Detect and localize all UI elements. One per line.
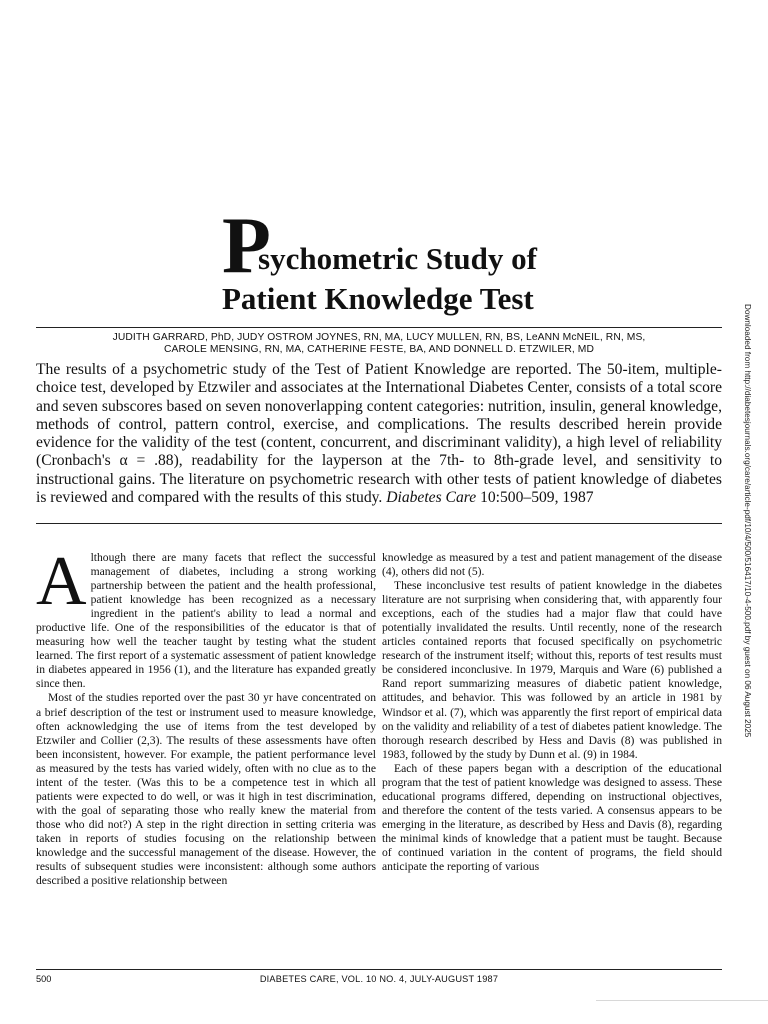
author-line-2: CAROLE MENSING, RN, MA, CATHERINE FESTE, BA, AND DONNELL D. ETZWILER, MD xyxy=(164,344,594,355)
body-columns xyxy=(36,543,722,888)
top-rule xyxy=(36,327,722,328)
paragraph: knowledge as measured by a test and patient management of the disease (4), others did not (5). xyxy=(382,551,722,579)
paragraph-text: lthough there are many facets that reflect the successful management of diabetes, including a strong working partnership between the patient and the health professional, patient knowledge has been recognized as a necessary ingredient in the patient's ability to lead a normal and productive life. One of the responsibilities of the educator is that of measuring how well the teacher taught by testing what the student learned. The first report of a systematic assessment of patient knowledge in diabetes appeared in 1956 (1), and the literature has expanded greatly since then. xyxy=(36,551,376,691)
page-number: 500 xyxy=(36,974,52,984)
paragraph: Most of the studies reported over the past 30 yr have concentrated on a brief description of the test or instrument used to measure knowledge, often acknowledging the use of items from the test developed by Etzwiler and Collier (2,3). The results of these assessments have often been inconsistent, however. For example, the patient performance level as measured by the tests has varied widely, often with no clue as to the intent of the tester. (Was this to be a competence test in which all patients were expected to do well, or was it high in test discrimination, with the goal of separating those who really knew the material from those who did not?) A step in the right direction in setting criteria was taken in reports of studies focusing on the relationship between knowledge and the successful management of the disease. However, the results of subsequent studies were inconsistent: although some authors described a positive relationship between xyxy=(36,691,376,888)
scan-artifact-line xyxy=(596,1000,768,1001)
title-dropcap: P xyxy=(222,202,271,290)
paragraph: These inconclusive test results of patient knowledge in the diabetes literature are not surprising when considering that, with apparently four exceptions, each of the studies had a major flaw that could have potentially invalidated the results. Until recently, none of the research articles contained reports that focused specifically on psychometric research of the instrument itself; without this, reports of test results must be considered inconclusive. In 1979, Marquis and Ware (6) published a Rand report summarizing measures of diabetic patient knowledge, attitudes, and behavior. This was followed by an article in 1981 by Windsor et al. (7), which was apparently the first report of empirical data on the validity and reliability of a test of diabetes patient knowledge. The thorough research described by Hess and Davis (8) was published in 1983, followed by the study by Dunn et al. (9) in 1984. xyxy=(382,579,722,761)
left-column xyxy=(36,543,376,888)
paragraph xyxy=(36,543,376,691)
body-dropcap: A xyxy=(36,543,87,620)
right-column xyxy=(382,551,722,888)
title-line-1: sychometric Study of xyxy=(258,241,537,276)
download-watermark: Downloaded from http://diabetesjournals.org/care/article-pdf/10/4/500/516417/10-4-500.pdf by guest on 06 August 2025 xyxy=(743,304,752,738)
journal-info: DIABETES CARE, VOL. 10 NO. 4, JULY-AUGUST 1987 xyxy=(259,974,499,984)
abstract xyxy=(36,361,722,507)
author-list xyxy=(36,332,722,356)
abstract-text: The results of a psychometric study of the Test of Patient Knowledge are reported. The 50-item, multiple-choice test, developed by Etzwiler and associates at the International Diabetes Center, consists of a total score and seven subscores based on seven nonoverlapping content categories: nutrition, insulin, general knowledge, methods of control, pattern control, exercise, and complications. The results described herein provide evidence for the validity of the test (content, concurrent, and discriminant validity), a high level of reliability (Cronbach's α = .88), readability for the layperson at the 7th- to 8th-grade level, and sensitivity to instructional gains. The literature on psychometric research with other tests of patient knowledge of diabetes is reviewed and compared with the results of this study. xyxy=(36,361,722,507)
page-footer xyxy=(36,972,722,986)
author-line-1: JUDITH GARRARD, PhD, JUDY OSTROM JOYNES, RN, MA, LUCY MULLEN, RN, BS, LeANN McNEIL, RN, MS, xyxy=(112,332,646,343)
paragraph: Each of these papers began with a description of the educational program that the test of patient knowledge was designed to assess. These educational programs differed, depending on instructional objectives, and therefore the content of the tests varied. A consensus appears to be emerging in the literature, as described by Hess and Davis (8), regarding the minimal kinds of knowledge that a patient must be taught. Because of continued variation in the content of programs, the field should anticipate the reporting of various xyxy=(382,761,722,874)
citation-ref: 10:500–509, 1987 xyxy=(480,489,594,507)
citation-journal: Diabetes Care xyxy=(386,489,477,507)
title-line-2: Patient Knowledge Test xyxy=(222,281,534,316)
article-title xyxy=(222,202,622,316)
abstract-rule xyxy=(36,523,722,524)
footer-rule xyxy=(36,969,722,970)
